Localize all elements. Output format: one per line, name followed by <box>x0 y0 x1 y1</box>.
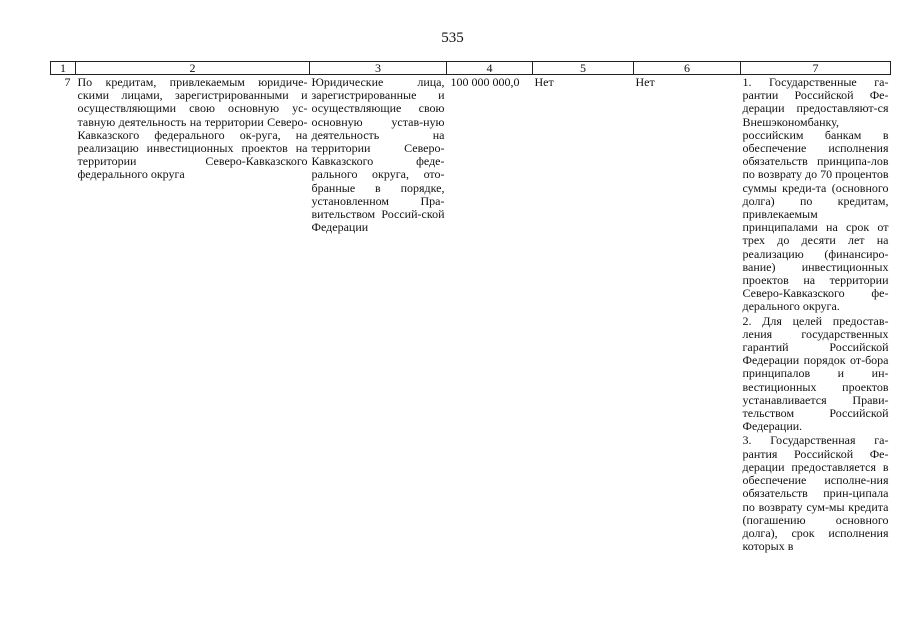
column-number: 5 <box>533 62 634 75</box>
column-number: 4 <box>447 62 533 75</box>
guarantee-table <box>50 61 891 554</box>
page-number: 535 <box>441 30 464 46</box>
guarantee-conditions <box>741 75 891 555</box>
row-number: 7 <box>64 75 71 89</box>
column-number: 7 <box>741 62 891 75</box>
guarantee-amount: 100 000 000,0 <box>450 75 520 89</box>
table-row <box>51 75 891 555</box>
principal-category: Юридические лица, зарегистрированные и осуществляющие свою основную устав-ную деятельность на территории Северо-Кавказского феде-рального округа, ото-бранные в порядке, установленном Пра-вительством Россий-ской Федерации <box>311 75 445 235</box>
column-5-value: Нет <box>534 75 554 89</box>
guarantee-purpose: По кредитам, привлекаемым юридиче-скими лицами, зарегистрированными и осуществляющими свою основную ус-тавную деятельность на территории Северо-Кавказского федерального ок-руга, на реализацию инвестиционных проектов на территории Северо-Кавказского федерального округа <box>77 75 308 182</box>
column-number: 6 <box>634 62 741 75</box>
column-number: 1 <box>51 62 76 75</box>
column-number-row <box>51 62 891 75</box>
condition-paragraph: 3. Государственная га-рантия Российской Фе-дерации предоставляется в обеспечение исполне-ния обязательств прин-ципала по возврату сум-мы кредита (погашению основного долга), срок исполнения которых в <box>742 433 889 554</box>
column-6-value: Нет <box>635 75 655 89</box>
condition-paragraph: 1. Государственные га-рантии Российской Фе-дерации предоставляют-ся Внешэкономбанку, российским банкам в обеспечение исполнения обязательств принципа-лов по возврату до 70 процентов суммы креди-та (основного долга) по кредитам, привлекаемым принципалами на срок от трех до десяти лет на реализацию (финансиро-вание) инвестиционных проектов на территории Северо-Кавказского фе-дерального округа. <box>742 75 889 314</box>
column-number: 2 <box>76 62 310 75</box>
column-number: 3 <box>310 62 447 75</box>
condition-paragraph: 2. Для целей предостав-ления государственных гарантий Российской Федерации порядок от-бора принципалов и ин-вестиционных проектов устанавливается Прави-тельством Российской Федерации. <box>742 313 889 434</box>
